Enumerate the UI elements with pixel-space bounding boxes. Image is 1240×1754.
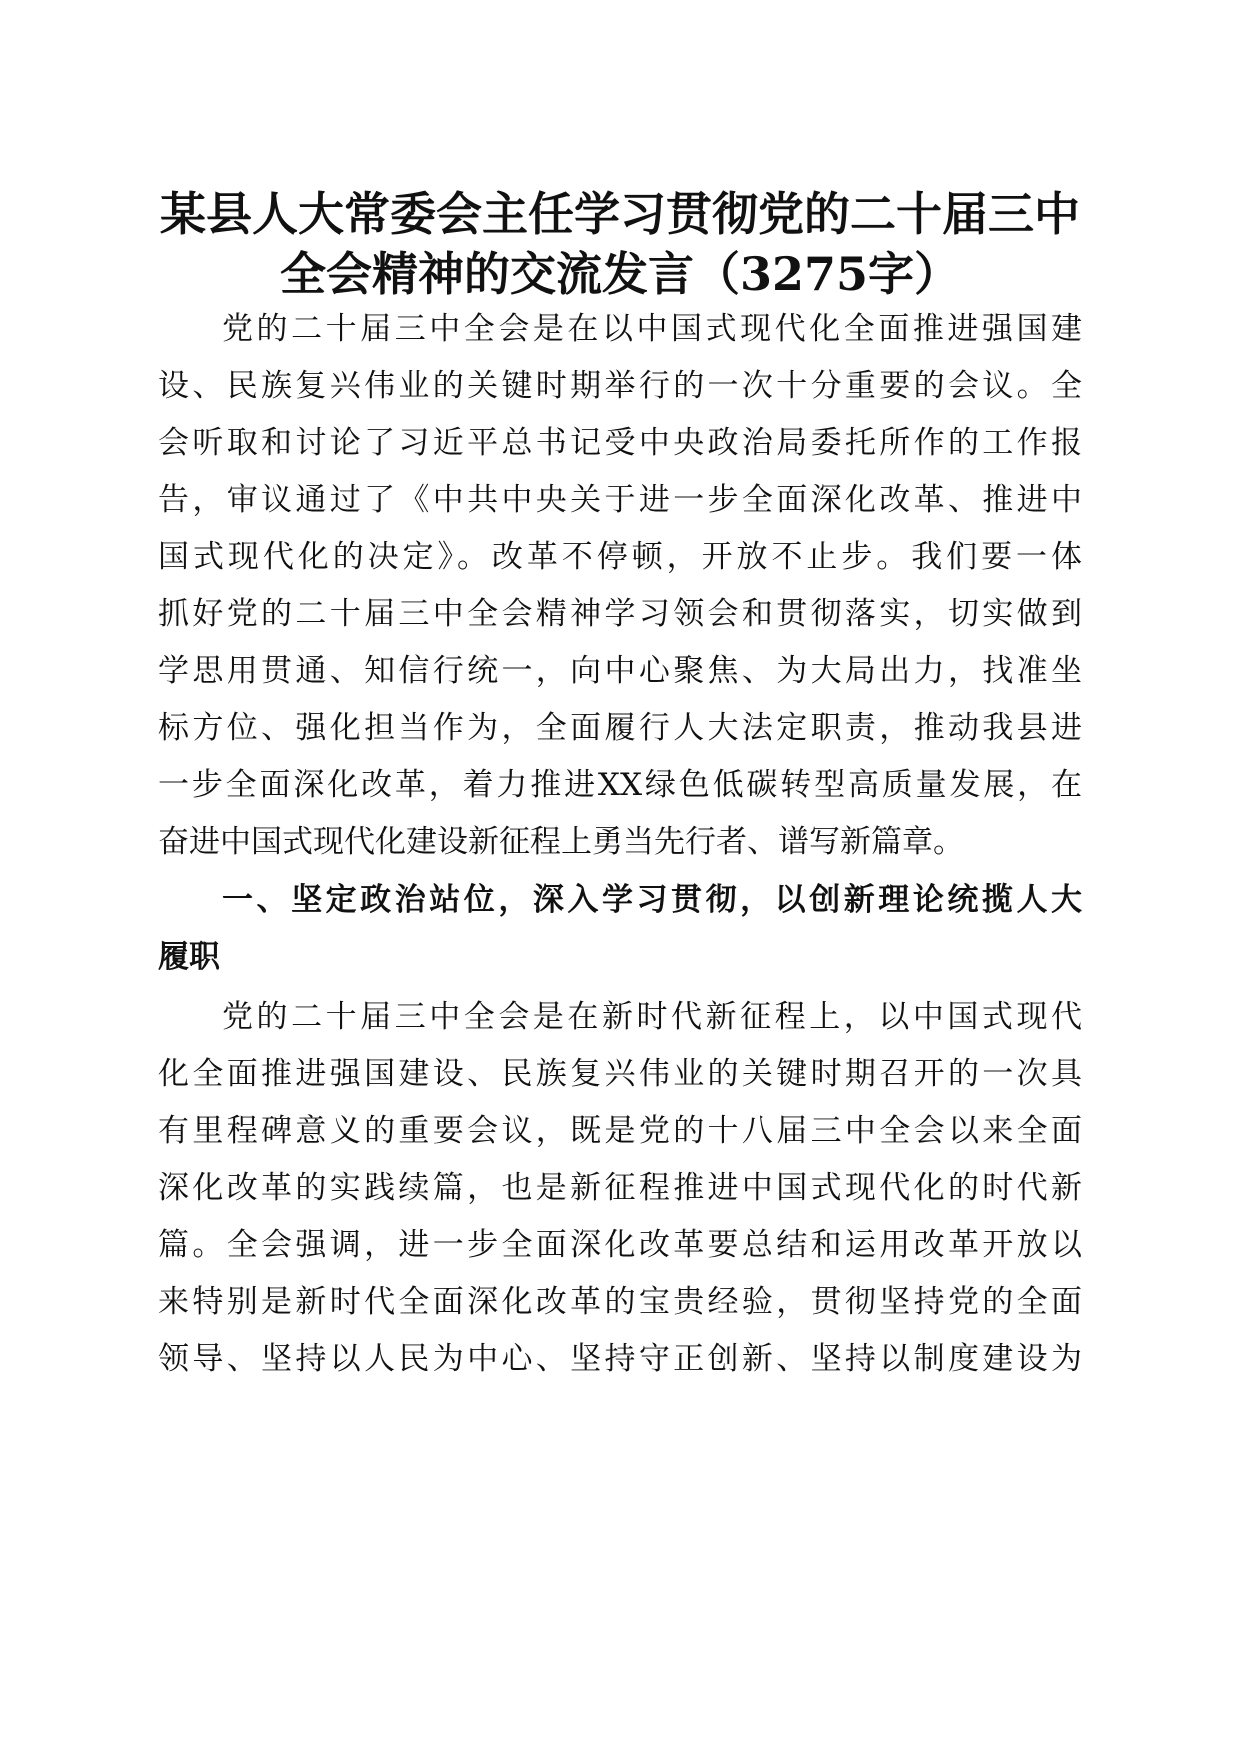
paragraph-1-line-3: 会听取和讨论了习近平总书记受中央政治局委托所作的工作报 <box>158 425 1082 461</box>
paragraph-1-line-1: 党的二十届三中全会是在以中国式现代化全面推进强国建 <box>222 311 1082 347</box>
paragraph-2-line-1: 党的二十届三中全会是在新时代新征程上，以中国式现代 <box>222 999 1082 1035</box>
paragraph-1-line-6: 抓好党的二十届三中全会精神学习领会和贯彻落实，切实做到 <box>158 596 1082 632</box>
section-1-heading-line-2: 履职 <box>158 939 220 975</box>
paragraph-1-line-10: 奋进中国式现代化建设新征程上勇当先行者、谱写新篇章。 <box>158 824 964 860</box>
paragraph-1-line-8: 标方位、强化担当作为，全面履行人大法定职责，推动我县进 <box>158 710 1082 746</box>
document-title-line-1: 某县人大常委会主任学习贯彻党的二十届三中 <box>160 187 1080 241</box>
paragraph-2-line-6: 来特别是新时代全面深化改革的宝贵经验，贯彻坚持党的全面 <box>158 1284 1082 1320</box>
paragraph-2-line-2: 化全面推进强国建设、民族复兴伟业的关键时期召开的一次具 <box>158 1056 1082 1092</box>
paragraph-1-line-4: 告，审议通过了《中共中央关于进一步全面深化改革、推进中 <box>158 482 1082 518</box>
paragraph-2-line-3: 有里程碑意义的重要会议，既是党的十八届三中全会以来全面 <box>158 1113 1082 1149</box>
paragraph-2-line-7: 领导、坚持以人民为中心、坚持守正创新、坚持以制度建设为 <box>158 1341 1082 1377</box>
section-1-heading-line-1: 一、坚定政治站位，深入学习贯彻，以创新理论统揽人大 <box>222 882 1082 918</box>
paragraph-2-line-4: 深化改革的实践续篇，也是新征程推进中国式现代化的时代新 <box>158 1170 1082 1206</box>
paragraph-1-line-5: 国式现代化的决定》。改革不停顿，开放不止步。我们要一体 <box>158 539 1082 575</box>
paragraph-1-line-2: 设、民族复兴伟业的关键时期举行的一次十分重要的会议。全 <box>158 368 1082 404</box>
paragraph-2-line-5: 篇。全会强调，进一步全面深化改革要总结和运用改革开放以 <box>158 1227 1082 1263</box>
paragraph-1-line-7: 学思用贯通、知信行统一，向中心聚焦、为大局出力，找准坐 <box>158 653 1082 689</box>
paragraph-1-line-9: 一步全面深化改革，着力推进XX绿色低碳转型高质量发展，在 <box>158 767 1082 803</box>
document-title-line-2: 全会精神的交流发言（3275字） <box>279 247 961 301</box>
